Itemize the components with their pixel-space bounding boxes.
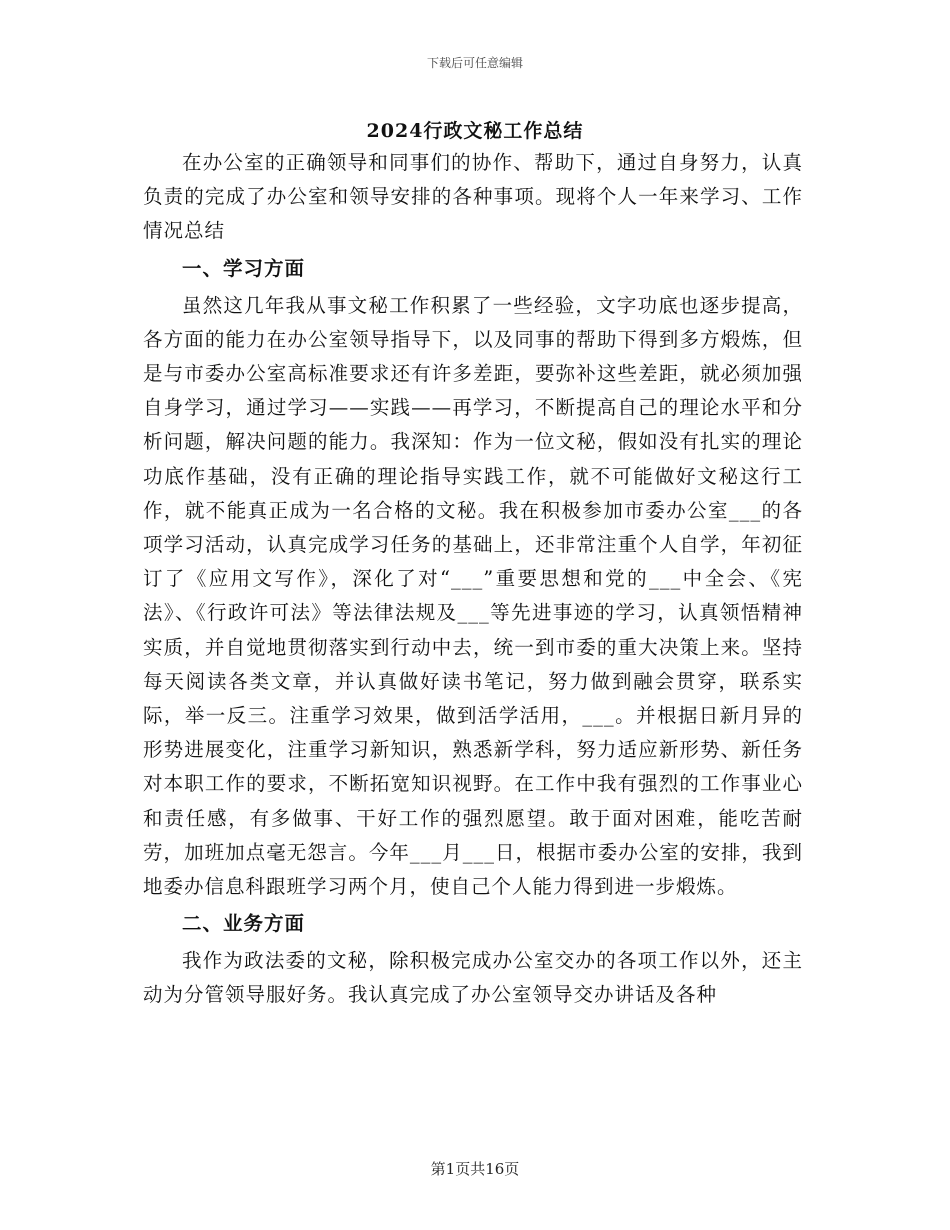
study-paragraph: 虽然这几年我从事文秘工作积累了一些经验，文字功底也逐步提高，各方面的能力在办公室领导指导下，以及同事的帮助下得到多方煅炼，但是与市委办公室高标准要求还有许多差距，要弥补这些差距，就必须加强自身学习，通过学习——实践——再学习，不断提高自己的理论水平和分析问题，解决问题的能力。我深知：作为一位文秘，假如没有扎实的理论功底作基础，没有正确的理论指导实践工作，就不可能做好文秘这行工作，就不能真正成为一名合格的文秘。我在积极参加市委办公室___的各项学习活动，认真完成学习任务的基础上，还非常注重个人自学，年初征订了《应用文写作》，深化了对“___”重要思想和党的___中全会、《宪法》、《行政许可法》等法律法规及___等先进事迹的学习，认真领悟精神实质，并自觉地贯彻落实到行动中去，统一到市委的重大决策上来。坚持每天阅读各类文章，并认真做好读书笔记，努力做到融会贯穿，联系实际，举一反三。注重学习效果，做到活学活用，___。并根据日新月异的形势进展变化，注重学习新知识，熟悉新学科，努力适应新形势、新任务对本职工作的要求，不断拓宽知识视野。在工作中我有强烈的工作事业心和责任感，有多做事、干好工作的强烈愿望。敢于面对困难，能吃苦耐劳，加班加点毫无怨言。今年___月___日，根据市委办公室的安排，我到地委办信息科跟班学习两个月，使自己个人能力得到进一步煅炼。 xyxy=(143,293,803,899)
page-footer: 第1页共16页 xyxy=(430,1160,520,1178)
business-paragraph: 我作为政法委的文秘，除积极完成办公室交办的各项工作以外，还主动为分管领导服好务。我认真完成了办公室领导交办讲话及各种 xyxy=(143,949,803,1007)
page-header: 下载后可任意编辑 xyxy=(426,56,523,70)
section-heading-study: 一、学习方面 xyxy=(182,256,306,280)
intro-paragraph: 在办公室的正确领导和同事们的协作、帮助下，通过自身努力，认真负责的完成了办公室和领导安排的各种事项。现将个人一年来学习、工作情况总结 xyxy=(143,151,803,243)
document-body xyxy=(143,146,803,1013)
document-title: 2024行政文秘工作总结 xyxy=(366,120,584,142)
section-heading-business: 二、业务方面 xyxy=(182,912,306,936)
